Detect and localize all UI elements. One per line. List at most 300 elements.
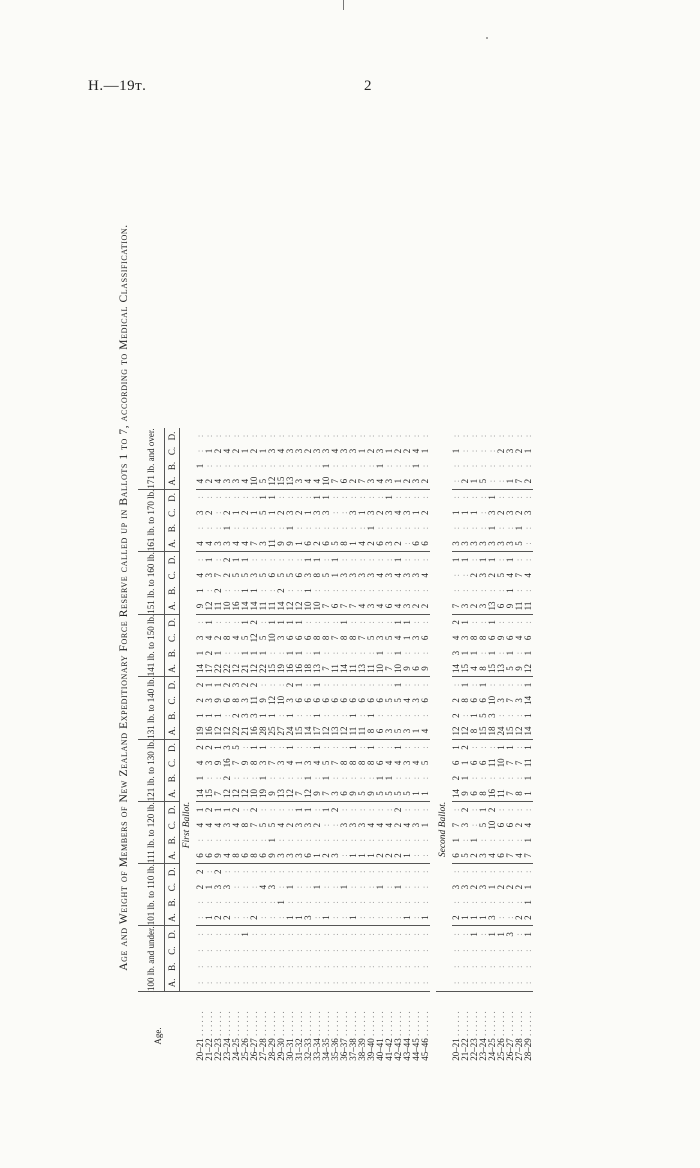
- count-cell: :: [267, 434, 277, 438]
- count-cell: 3: [312, 510, 322, 516]
- count-cell: :: [514, 434, 524, 438]
- count-cell: :: [330, 651, 340, 655]
- count-cell: :: [515, 489, 524, 505]
- count-cell: :: [420, 526, 430, 530]
- count-cell: :: [496, 839, 506, 842]
- count-cell: 3: [514, 698, 524, 703]
- count-cell: 7: [348, 603, 358, 609]
- count-cell: :: [411, 981, 421, 985]
- count-cell: :: [223, 864, 232, 880]
- count-cell: :: [515, 739, 524, 755]
- count-cell: 1: [339, 884, 349, 890]
- count-cell: 1: [348, 853, 358, 858]
- count-cell: :: [375, 526, 385, 530]
- count-cell: :: [276, 885, 286, 889]
- count-cell: :: [339, 916, 349, 919]
- count-cell: :: [303, 714, 313, 717]
- count-cell: :: [487, 949, 497, 952]
- count-cell: 16: [231, 601, 241, 611]
- class-header: A.: [165, 598, 180, 614]
- count-cell: 1: [375, 650, 385, 656]
- count-cell: 1: [469, 478, 479, 484]
- count-cell: :: [469, 965, 479, 968]
- count-cell: 5: [393, 791, 403, 796]
- count-cell: :: [451, 479, 461, 483]
- count-cell: :: [420, 901, 430, 904]
- count-cell: :: [402, 965, 412, 968]
- class-header: A.: [165, 975, 180, 992]
- count-cell: :: [367, 552, 376, 568]
- count-cell: 4: [195, 822, 205, 828]
- count-cell: 5: [285, 573, 295, 578]
- count-cell: :: [524, 552, 533, 568]
- count-cell: 1: [205, 614, 214, 630]
- count-cell: 2: [312, 541, 322, 546]
- count-cell: 6: [357, 698, 367, 703]
- count-cell: 1: [304, 552, 313, 568]
- count-cell: :: [303, 885, 313, 889]
- count-cell: :: [330, 965, 340, 968]
- count-cell: :: [496, 901, 506, 904]
- count-cell: 10: [321, 476, 331, 486]
- count-cell: 1: [470, 926, 479, 943]
- count-cell: 5: [366, 635, 376, 641]
- count-cell: :: [258, 965, 268, 968]
- age-cell: 21–22 . . . . . .: [205, 992, 214, 1081]
- count-cell: :: [213, 464, 223, 468]
- age-range: 31–32: [294, 1038, 304, 1061]
- count-cell: 11: [514, 601, 524, 611]
- class-header: B.: [165, 583, 180, 598]
- count-cell: 5: [375, 791, 385, 796]
- count-cell: 3: [348, 448, 358, 454]
- count-cell: :: [195, 949, 205, 952]
- count-cell: :: [268, 864, 277, 880]
- count-cell: 6: [294, 635, 304, 641]
- count-cell: 3: [213, 541, 223, 546]
- count-cell: :: [259, 552, 268, 568]
- count-cell: 1: [420, 822, 430, 828]
- count-cell: 1: [241, 926, 250, 943]
- count-cell: :: [393, 901, 403, 904]
- count-cell: 12: [213, 726, 223, 736]
- age-cell: 40–41 . . . . . .: [376, 992, 385, 1081]
- age-cell: 44–45 . . . . . .: [412, 992, 421, 1081]
- count-cell: :: [411, 776, 421, 780]
- count-cell: 1: [375, 884, 385, 890]
- count-cell: :: [204, 965, 214, 968]
- count-cell: 3: [496, 698, 506, 703]
- count-cell: :: [394, 926, 403, 943]
- count-cell: 5: [402, 791, 412, 796]
- count-cell: 1: [469, 713, 479, 718]
- count-cell: :: [213, 776, 223, 780]
- count-cell: :: [514, 901, 524, 904]
- count-cell: :: [524, 489, 533, 505]
- age-cell: 36–37 . . . . . .: [340, 992, 349, 1081]
- count-cell: :: [478, 464, 488, 468]
- count-cell: 21: [240, 726, 250, 736]
- count-cell: 12: [321, 726, 331, 736]
- count-cell: 5: [321, 760, 331, 766]
- class-header: A.: [165, 474, 180, 490]
- count-cell: :: [277, 677, 286, 693]
- count-cell: 2: [286, 677, 295, 693]
- count-cell: 13: [496, 664, 506, 673]
- count-cell: 2: [303, 448, 313, 454]
- count-cell: :: [515, 552, 524, 568]
- count-cell: 1: [295, 677, 304, 693]
- count-cell: 14: [303, 726, 313, 736]
- count-cell: 6: [411, 666, 421, 671]
- count-cell: :: [321, 823, 331, 827]
- count-cell: :: [349, 926, 358, 943]
- age-range: 43–44: [402, 1038, 412, 1061]
- count-cell: :: [303, 981, 313, 985]
- count-cell: :: [196, 552, 205, 568]
- count-cell: 7: [321, 791, 331, 796]
- count-cell: 9: [276, 541, 286, 546]
- count-cell: :: [241, 489, 250, 505]
- count-cell: 8: [240, 822, 250, 828]
- count-cell: :: [366, 589, 376, 592]
- count-cell: 3: [460, 884, 470, 890]
- age-cell: 39–40 . . . . . .: [367, 992, 376, 1081]
- count-cell: 1: [240, 448, 250, 454]
- count-cell: :: [523, 464, 533, 468]
- count-cell: 18: [487, 726, 497, 736]
- count-cell: :: [267, 776, 277, 780]
- count-cell: :: [222, 965, 232, 968]
- count-cell: 16: [204, 726, 214, 736]
- count-cell: 1: [312, 884, 322, 890]
- count-cell: 1: [411, 463, 421, 469]
- count-cell: 4: [514, 853, 524, 858]
- count-cell: :: [505, 776, 515, 780]
- count-cell: 3: [303, 915, 313, 920]
- count-cell: 4: [231, 635, 241, 641]
- count-cell: :: [348, 981, 358, 985]
- count-cell: :: [339, 776, 349, 780]
- count-cell: :: [478, 511, 488, 515]
- count-cell: :: [420, 434, 430, 438]
- count-cell: :: [348, 901, 358, 904]
- count-cell: 15: [487, 664, 497, 673]
- count-cell: 13: [285, 476, 295, 486]
- count-cell: 8: [312, 635, 322, 641]
- count-cell: :: [496, 776, 506, 780]
- count-cell: :: [249, 901, 259, 904]
- count-cell: :: [402, 901, 412, 904]
- count-cell: :: [258, 839, 268, 842]
- class-header: D.: [165, 926, 180, 943]
- count-cell: :: [303, 526, 313, 530]
- count-cell: 10: [267, 633, 277, 643]
- count-cell: :: [385, 926, 394, 943]
- count-cell: :: [460, 526, 470, 530]
- count-cell: 8: [348, 760, 358, 766]
- count-cell: 10: [303, 601, 313, 611]
- count-cell: 13: [330, 726, 340, 736]
- count-cell: :: [469, 949, 479, 952]
- count-cell: 8: [469, 635, 479, 641]
- count-cell: :: [259, 614, 268, 630]
- count-cell: 1: [267, 510, 277, 516]
- age-cell: 20–21 . . . . . .: [196, 992, 205, 1081]
- count-cell: 16: [285, 664, 295, 673]
- count-cell: :: [358, 926, 367, 943]
- count-cell: :: [348, 885, 358, 889]
- count-cell: :: [514, 965, 524, 968]
- count-cell: :: [420, 981, 430, 985]
- count-cell: 3: [402, 510, 412, 516]
- count-cell: 2: [294, 510, 304, 516]
- count-cell: 1: [213, 650, 223, 656]
- count-cell: 1: [487, 525, 497, 531]
- count-cell: :: [366, 949, 376, 952]
- count-cell: :: [348, 949, 358, 952]
- count-cell: 1: [286, 739, 295, 755]
- count-cell: :: [322, 926, 331, 943]
- count-cell: :: [285, 981, 295, 985]
- count-cell: :: [488, 739, 497, 755]
- count-cell: 6: [321, 698, 331, 703]
- count-cell: :: [515, 614, 524, 630]
- count-cell: :: [403, 552, 412, 568]
- count-cell: :: [478, 901, 488, 904]
- count-cell: :: [367, 864, 376, 880]
- count-cell: 10: [487, 695, 497, 705]
- count-cell: :: [312, 949, 322, 952]
- count-cell: :: [523, 526, 533, 530]
- count-cell: :: [487, 965, 497, 968]
- count-cell: 3: [384, 728, 394, 734]
- count-cell: 2: [496, 510, 506, 516]
- count-cell: :: [506, 802, 515, 818]
- count-cell: 1: [331, 552, 340, 568]
- count-cell: :: [276, 839, 286, 842]
- count-cell: :: [403, 802, 412, 818]
- count-cell: 8: [478, 791, 488, 796]
- count-cell: 2: [213, 448, 223, 454]
- count-cell: :: [330, 949, 340, 952]
- count-cell: :: [357, 965, 367, 968]
- count-cell: 5: [258, 635, 268, 641]
- count-cell: 2: [451, 775, 461, 781]
- count-cell: 2: [402, 448, 412, 454]
- count-cell: 2: [394, 802, 403, 818]
- group-header: 121 lb. to 130 lb.: [138, 739, 165, 802]
- speck: [486, 37, 488, 39]
- count-cell: :: [213, 434, 223, 438]
- count-cell: 2: [196, 739, 205, 755]
- count-cell: 2: [393, 448, 403, 454]
- count-cell: 6: [330, 603, 340, 609]
- count-cell: :: [366, 434, 376, 438]
- count-cell: 1: [402, 915, 412, 920]
- count-cell: :: [412, 926, 421, 943]
- count-cell: 3: [523, 510, 533, 516]
- count-cell: :: [402, 885, 412, 889]
- count-cell: 1: [394, 739, 403, 755]
- count-cell: :: [496, 526, 506, 530]
- count-cell: :: [384, 981, 394, 985]
- count-cell: :: [376, 802, 385, 818]
- count-cell: :: [249, 526, 259, 530]
- count-cell: 8: [366, 728, 376, 734]
- count-cell: 3: [312, 448, 322, 454]
- count-cell: 4: [357, 541, 367, 546]
- count-cell: :: [384, 839, 394, 842]
- count-cell: 1: [357, 853, 367, 858]
- count-cell: 2: [213, 588, 223, 593]
- count-cell: :: [250, 489, 259, 505]
- count-cell: 8: [469, 728, 479, 734]
- count-cell: 25: [267, 726, 277, 736]
- count-cell: :: [384, 901, 394, 904]
- count-cell: 15: [505, 726, 515, 736]
- count-cell: 2: [461, 739, 470, 755]
- count-cell: :: [420, 839, 430, 842]
- age-cell: 24–25 . . . . . .: [232, 992, 241, 1081]
- count-cell: 7: [213, 573, 223, 578]
- count-cell: :: [321, 589, 331, 592]
- count-cell: 1: [294, 915, 304, 920]
- count-cell: 4: [384, 822, 394, 828]
- age-cell: 28–29 . . . . . .: [524, 992, 533, 1081]
- count-cell: 24: [285, 726, 295, 736]
- count-cell: 1: [384, 775, 394, 781]
- count-cell: :: [349, 552, 358, 568]
- count-cell: 4: [285, 760, 295, 766]
- count-cell: :: [470, 677, 479, 693]
- count-cell: :: [411, 916, 421, 919]
- count-cell: 1: [357, 510, 367, 516]
- count-cell: 5: [460, 853, 470, 858]
- count-cell: 2: [420, 510, 430, 516]
- count-cell: 4: [393, 760, 403, 766]
- count-cell: :: [357, 916, 367, 919]
- count-cell: 3: [451, 541, 461, 546]
- count-cell: 1: [479, 552, 488, 568]
- count-cell: 1: [402, 853, 412, 858]
- count-cell: 4: [330, 448, 340, 454]
- count-cell: 1: [411, 728, 421, 734]
- count-cell: :: [412, 489, 421, 505]
- count-cell: 3: [478, 573, 488, 578]
- count-cell: 1: [267, 713, 277, 718]
- age-range: 36–37: [339, 1038, 349, 1061]
- count-cell: :: [267, 965, 277, 968]
- count-cell: :: [357, 776, 367, 780]
- count-cell: 12: [249, 664, 259, 673]
- count-cell: 16: [222, 758, 232, 768]
- count-cell: :: [195, 434, 205, 438]
- count-cell: 1: [469, 838, 479, 843]
- count-cell: 13: [357, 664, 367, 673]
- count-cell: 1: [222, 525, 232, 531]
- count-cell: :: [249, 839, 259, 842]
- count-cell: 4: [240, 478, 250, 484]
- count-cell: 19: [276, 664, 286, 673]
- count-cell: :: [505, 714, 515, 717]
- count-cell: 3: [505, 541, 515, 546]
- count-cell: 3: [204, 760, 214, 766]
- count-cell: :: [375, 589, 385, 592]
- count-cell: 7: [339, 603, 349, 609]
- count-cell: 10: [312, 601, 322, 611]
- count-cell: 4: [523, 573, 533, 578]
- age-cell: 20–21 . . . . . .: [452, 992, 461, 1081]
- count-cell: :: [393, 949, 403, 952]
- count-cell: 1: [249, 588, 259, 593]
- count-cell: :: [357, 589, 367, 592]
- count-cell: 3: [357, 573, 367, 578]
- count-cell: 5: [258, 573, 268, 578]
- count-cell: 4: [375, 573, 385, 578]
- count-cell: 3: [240, 713, 250, 718]
- count-cell: 1: [313, 677, 322, 693]
- age-range: 32–33: [303, 1038, 313, 1061]
- count-cell: 17: [312, 726, 322, 736]
- count-cell: :: [376, 614, 385, 630]
- count-cell: :: [339, 965, 349, 968]
- count-cell: 1: [403, 614, 412, 630]
- count-cell: :: [330, 526, 340, 530]
- count-cell: 2: [375, 510, 385, 516]
- count-cell: :: [258, 901, 268, 904]
- count-cell: :: [250, 552, 259, 568]
- count-cell: 1: [488, 552, 497, 568]
- count-cell: 1: [523, 791, 533, 796]
- count-cell: 1: [479, 677, 488, 693]
- count-cell: 6: [496, 603, 506, 609]
- count-cell: :: [223, 489, 232, 505]
- count-cell: 1: [268, 489, 277, 505]
- count-cell: 5: [258, 478, 268, 484]
- class-header: A.: [165, 661, 180, 677]
- count-cell: :: [469, 464, 479, 468]
- count-cell: :: [469, 434, 479, 438]
- count-cell: 3: [276, 635, 286, 641]
- count-cell: 2: [223, 677, 232, 693]
- top-margin-mark: [343, 0, 344, 10]
- count-cell: :: [285, 965, 295, 968]
- count-cell: :: [330, 916, 340, 919]
- count-cell: :: [258, 981, 268, 985]
- count-cell: 3: [402, 760, 412, 766]
- count-cell: :: [505, 839, 515, 842]
- count-cell: 5: [478, 822, 488, 828]
- count-cell: :: [505, 464, 515, 468]
- count-cell: 2: [393, 822, 403, 828]
- count-cell: :: [276, 776, 286, 780]
- count-cell: :: [339, 511, 349, 515]
- count-cell: :: [304, 926, 313, 943]
- count-cell: :: [312, 434, 322, 438]
- count-cell: 1: [394, 552, 403, 568]
- count-cell: 6: [303, 853, 313, 858]
- count-cell: :: [375, 949, 385, 952]
- count-cell: 4: [258, 884, 268, 890]
- count-cell: :: [240, 916, 250, 919]
- count-cell: 2: [496, 884, 506, 890]
- count-cell: :: [340, 489, 349, 505]
- count-cell: :: [451, 965, 461, 968]
- count-cell: 1: [295, 802, 304, 818]
- count-cell: :: [384, 526, 394, 530]
- count-cell: 13: [312, 664, 322, 673]
